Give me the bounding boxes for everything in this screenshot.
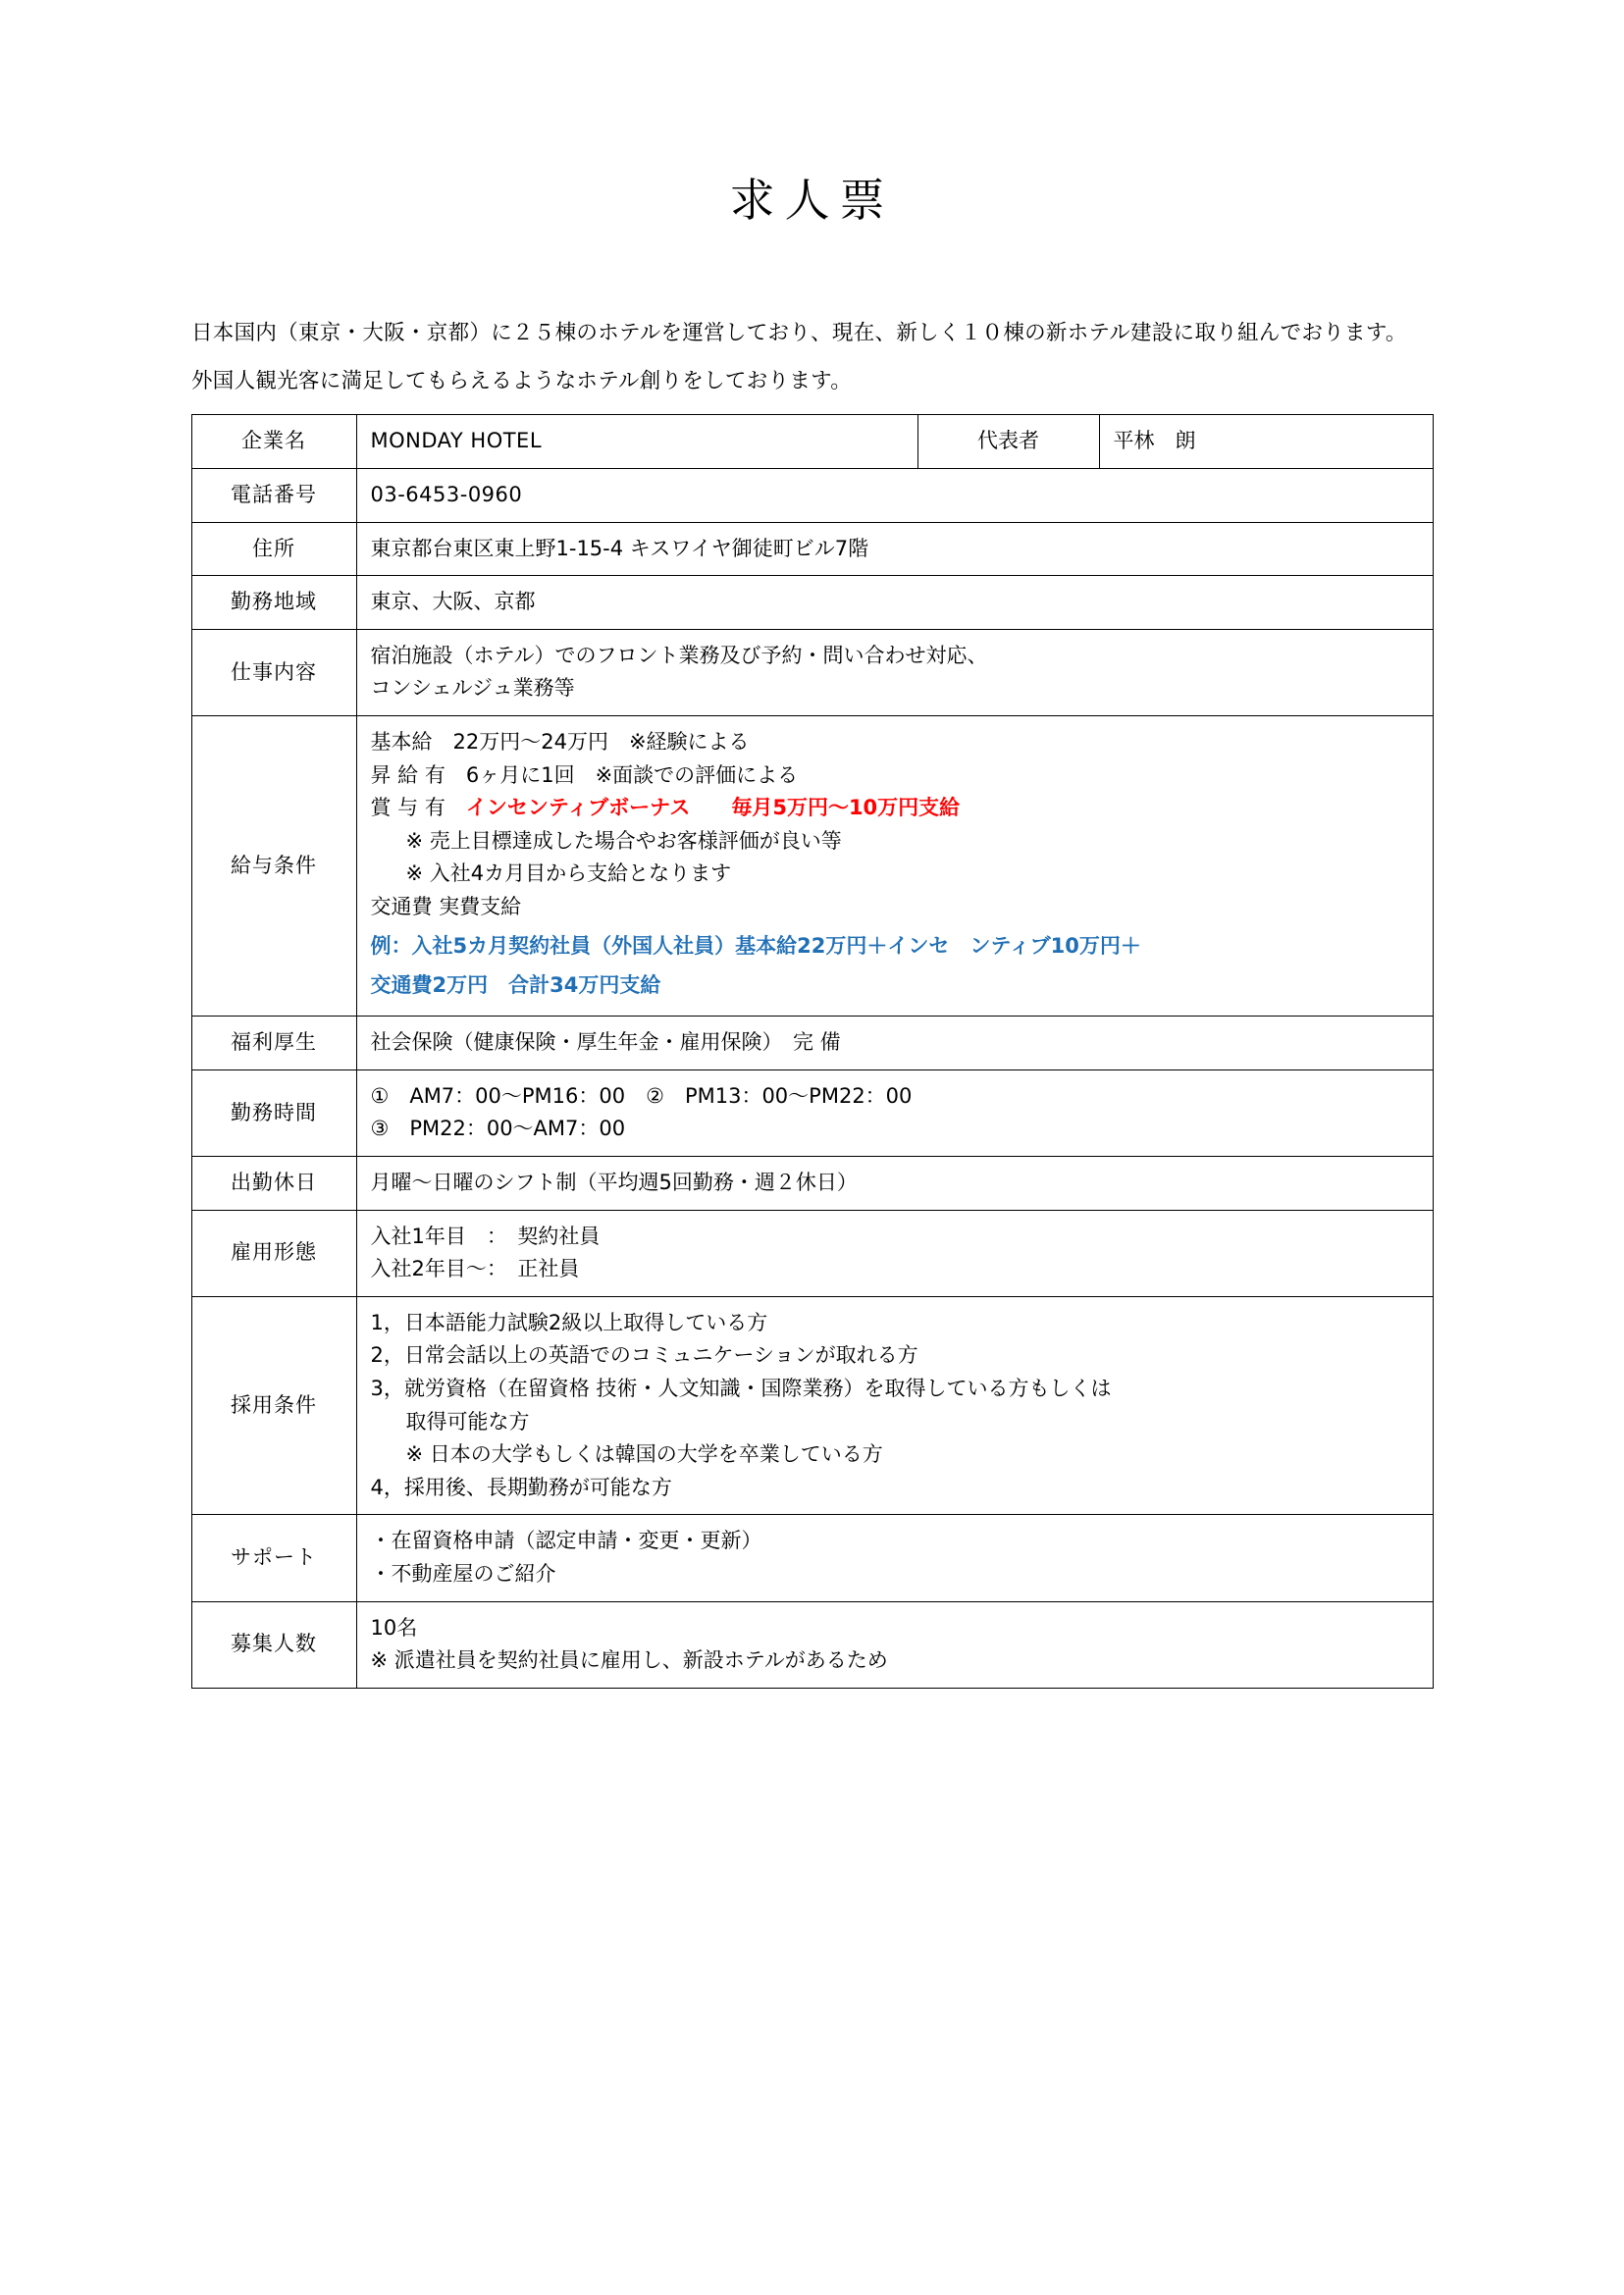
holidays-label: 出勤休日	[191, 1157, 356, 1211]
work-area-label: 勤務地域	[191, 576, 356, 630]
page-title: 求人票	[729, 174, 895, 227]
duties-label: 仕事内容	[191, 629, 356, 715]
salary-bonus-prefix: 賞 与 有	[370, 796, 466, 820]
requirement-3: 3，就労資格（在留資格 技術・人文知識・国際業務）を取得している方もしくは	[370, 1377, 1112, 1400]
salary-raise: 昇 給 有 6ヶ月に1回 ※面談での評価による	[370, 762, 799, 787]
salary-bonus-highlight: インセンティブボーナス 毎月5万円〜10万円支給	[465, 796, 961, 820]
table-row	[191, 629, 1433, 715]
company-label: 企業名	[191, 415, 356, 469]
table-row	[191, 1069, 1433, 1156]
headcount-line-1: 10名	[370, 1615, 418, 1640]
table-row	[191, 715, 1433, 1016]
support-line-2: ・不動産屋のご紹介	[370, 1561, 556, 1586]
working-hours-line-2: ③ PM22：00〜AM7：00	[370, 1117, 626, 1141]
salary-bonus-line	[371, 792, 1419, 825]
table-row	[191, 522, 1433, 576]
working-hours-value	[356, 1069, 1433, 1156]
benefits-value: 社会保険（健康保険・厚生年金・雇用保険） 完 備	[356, 1017, 1433, 1070]
requirement-4: 4，採用後、長期勤務が可能な方	[370, 1475, 672, 1499]
duties-line-2: コンシェルジュ業務等	[370, 676, 575, 701]
salary-transport: 交通費 実費支給	[370, 894, 522, 918]
work-area-value: 東京、大阪、京都	[356, 576, 1433, 630]
salary-value	[356, 715, 1433, 1016]
requirements-label: 採用条件	[191, 1296, 356, 1515]
table-row	[191, 1515, 1433, 1601]
headcount-value	[356, 1601, 1433, 1688]
salary-label: 給与条件	[191, 715, 356, 1016]
requirement-2: 2，日常会話以上の英語でのコミュニケーションが取れる方	[370, 1343, 918, 1368]
table-row	[191, 576, 1433, 630]
headcount-line-2: ※ 派遣社員を契約社員に雇用し、新設ホテルがあるため	[370, 1648, 888, 1673]
salary-example-line-2: 交通費2万円 合計34万円支給	[370, 973, 661, 998]
table-row	[191, 1017, 1433, 1070]
salary-note-2: ※ 入社4カ月目から支給となります	[405, 861, 732, 886]
holidays-value: 月曜〜日曜のシフト制（平均週5回勤務・週２休日）	[356, 1157, 1433, 1211]
employment-type-value	[356, 1210, 1433, 1296]
intro-paragraphs	[191, 230, 1433, 396]
duties-line-1: 宿泊施設（ホテル）でのフロント業務及び予約・問い合わせ対応、	[370, 643, 988, 667]
representative-label: 代表者	[917, 415, 1099, 469]
table-row	[191, 1210, 1433, 1296]
table-row	[191, 1601, 1433, 1688]
job-details-table	[191, 414, 1434, 1688]
duties-value	[356, 629, 1433, 715]
table-row	[191, 468, 1433, 522]
requirements-value	[356, 1296, 1433, 1515]
requirement-3-note: ※ 日本の大学もしくは韓国の大学を卒業している方	[405, 1442, 883, 1467]
intro-paragraph-2: 外国人観光客に満足してもらえるようなホテル創りをしております。	[191, 369, 853, 394]
phone-value: 03-6453-0960	[356, 468, 1433, 522]
table-row	[191, 415, 1433, 469]
phone-label: 電話番号	[191, 468, 356, 522]
employment-type-line-1: 入社1年目 ： 契約社員	[370, 1224, 601, 1248]
requirement-3-cont: 取得可能な方	[405, 1409, 530, 1434]
benefits-label: 福利厚生	[191, 1017, 356, 1070]
table-row	[191, 1296, 1433, 1515]
working-hours-line-1: ① AM7：00〜PM16：00 ② PM13：00〜PM22：00	[370, 1083, 913, 1108]
table-row	[191, 1157, 1433, 1211]
representative-value: 平林 朗	[1099, 415, 1433, 469]
salary-example-line-1: 例：入社5カ月契約社員（外国人社員）基本給22万円＋インセ ンティブ10万円＋	[370, 934, 1141, 959]
headcount-label: 募集人数	[191, 1601, 356, 1688]
support-label: サポート	[191, 1515, 356, 1601]
support-value	[356, 1515, 1433, 1601]
employment-type-line-2: 入社2年目〜： 正社員	[370, 1257, 580, 1281]
salary-note-1: ※ 売上目標達成した場合やお客様評価が良い等	[405, 828, 842, 853]
requirement-1: 1，日本語能力試験2級以上取得している方	[370, 1310, 768, 1334]
address-label: 住所	[191, 522, 356, 576]
employment-type-label: 雇用形態	[191, 1210, 356, 1296]
intro-paragraph-1: 日本国内（東京・大阪・京都）に２５棟のホテルを運営しており、現在、新しく１０棟の新ホテル建設に取り組んでおります。	[191, 321, 1407, 345]
address-value: 東京都台東区東上野1-15-4 キスワイヤ御徒町ビル7階	[356, 522, 1433, 576]
support-line-1: ・在留資格申請（認定申請・変更・更新）	[370, 1529, 762, 1553]
salary-base: 基本給 22万円〜24万円 ※経験による	[370, 729, 750, 754]
working-hours-label: 勤務時間	[191, 1069, 356, 1156]
company-value: MONDAY HOTEL	[356, 415, 917, 469]
